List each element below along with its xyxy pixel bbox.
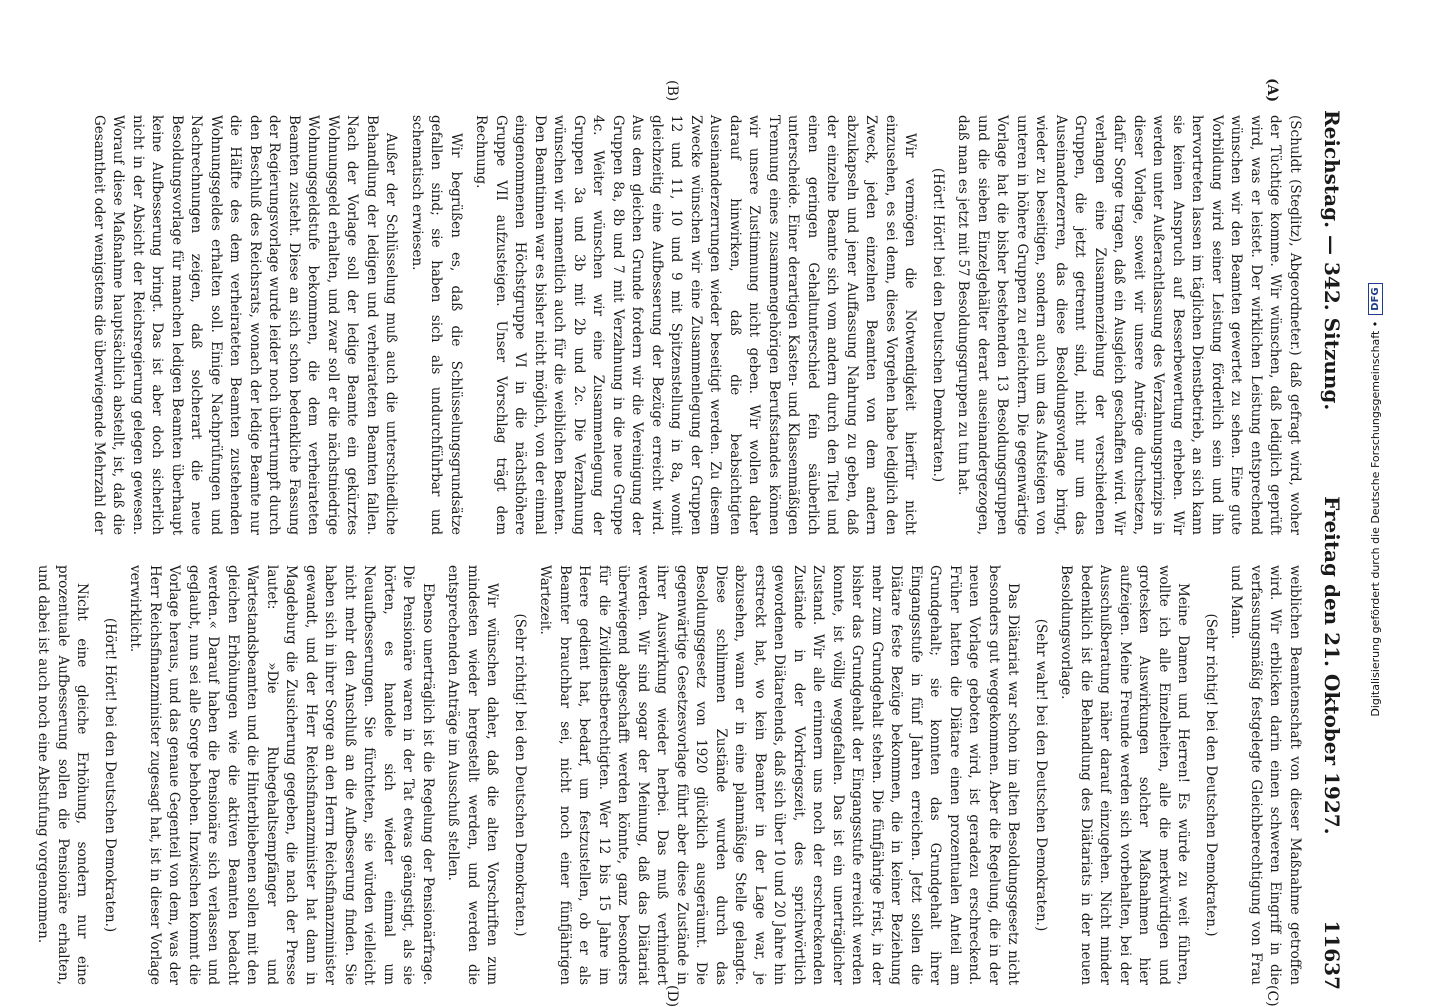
interjection: (Sehr richtig! bei den Deutschen Demokraten.) bbox=[1203, 613, 1219, 937]
paragraph: Wir vermögen die Notwendigkeit hierfür nicht einzusehen, es sei denn, dieses Vorgehen habe lediglich den Zweck, jeden einzelnen Beamten von dem andern abzukapseln und jener Auffassung Nahrung zu geben, daß der einzelne Beamte sich vom andern durch den Titel und einen geringen Gehaltunterschied fein säuberlich unterscheide. Einer derartigen Kasten- und Klassenmäßigen Trennung eines zusammengehörigen Berufsstandes können wir unsere Zustimmung nicht geben. Wir wollen daher darauf hinwirken, daß die beabsichtigten Auseinanderzerrungen wieder beseitigt werden. Zu diesem Zwecke wünschen wir eine Zusammenlegung der Gruppen 12 und 11, 10 und 9 mit Spitzenstellung in 8a, womit gleichzeitig eine Aufbesserung der Bezüge erreicht wird. Aus dem gleichen Grunde fordern wir die Vereinigung der Gruppen 8a, 8b und 7 mit Verzahnung in die neue Gruppe 4c. Weiter wünschen wir eine Zusammenlegung der Gruppen 3a und 3b mit 2b und 2c. Die Verzahnung wünschen wir namentlich auch für die weiblichen Beamten. Den Beamtinnen war es bisher nicht möglich, von der einmal eingenommenen Höchstgruppe VI in die nächsthöhere Gruppe VII aufzusteigen. Unser Vorschlag trägt dem Rechnung. bbox=[473, 115, 919, 535]
paragraph: Außer der Schlüsselung muß auch die unterschiedliche Behandlung der ledigen und verheirateten Beamten fallen. Nach der Vorlage soll der ledige Beamte ein gekürztes Wohnungsgeld erhalten, und zwar soll er die nächstniedrige Wohnungsgeldstufe bekommen, die dem verheirateten Beamten zusteht. Diese an sich schon bedenkliche Fassung der Regierungsvorlage wurde leider noch übertrumpft durch den Beschluß des Reichsrats, wonach der ledige Beamte nur die Hälfte des dem verheirateten Beamten zustehenden Wohnungsgeldes erhalten soll. Einige Nachprüfungen und Nachrechnungen zeigen, daß solcherart die neue Besoldungsvorlage für manchen ledigen Beamten überhaupt keine Aufbesserung bringt. Das ist aber doch sicherlich nicht in der Absicht der Reichsregierung gelegen gewesen. Worauf diese Maßnahme hauptsächlich abstellt, ist, daß die Gesamtheit oder wenigstens die überwiegende Mehrzahl der bbox=[91, 115, 400, 535]
paragraph: Wir begrüßen es, daß die Schlüsselungsgrundsätze gefallen sind; sie haben sich als undurchführbar und schematisch erwiesen. bbox=[409, 115, 464, 535]
paragraph: Wir wünschen daher, daß die alten Vorschriften zum mindesten wieder hergestellt werden, und werden die entsprechenden Anträge im Ausschuß stellen. bbox=[445, 565, 501, 985]
dfg-logo: DFG bbox=[1368, 283, 1383, 314]
paragraph: Das Diätariat war schon im alten Besoldungsgesetz nicht besonders gut weggekommen. Aber die Regelung, die in der neuen Vorlage geboten wird, ist geradezu erschreckend. Früher hatten die Diätare einen prozentualen Anteil am Grundgehalt; sie konnten das Grundgehalt ihrer Eingangsstufe in fünf Jahren erreichen. Jetzt sollen die Diätare feste Bezüge bekommen, die in keiner Beziehung mehr zum Grundgehalt stehen. Die fünfjährige Frist, in der bisher das Grundgehalt der Eingangsstufe erreicht werden konnte, ist völlig weggefallen. Das ist ein unerträglicher Zustand. Wir alle erinnern uns noch der erschreckenden Zustände in der Vorkriegszeit, des sprichwörtlich gewordenen Diätarelends, daß sich über 10 und 20 Jahre hin erstreckt hat, wo kein Beamter in der Lage war, je abzusehen, wann er in eine planmäßige Stelle gelangte. Diese schlimmen Zustände wurden durch das Besoldungsgesetz von 1920 glücklich ausgeräumt. Die gegenwärtige Gesetzesvorlage führt aber diese Zustände in ihrer Auswirkung wieder herbei. Das muß verhindert werden. Wir sind sogar der Meinung, daß das Diätariat überwiegend abgeschafft werden könnte, ganz besonders für die Zivildienstberechtigten. Wer 12 bis 15 Jahre im Heere gedient hat, bedarf, um festzustellen, ob er als Beamter brauchbar sei, nicht noch einer fünfjährigen Wartezeit. bbox=[537, 565, 1022, 985]
paragraph: Meine Damen und Herren! Es würde zu weit führen, wollte ich alle Einzelheiten, alle die merkwürdigen und grotesken Auswirkungen solcher Maßnahmen hier aufzeigen. Meine Freunde werden sich vorbehalten, bei der Ausschußberatung näher darauf einzugehen. Nicht minder bedenklich ist die Behandlung des Diätariats in der neuen Besoldungsvorlage. bbox=[1058, 565, 1192, 985]
header-session: Reichstag. — 342. Sitzung. bbox=[1320, 110, 1344, 411]
margin-mark-b: (B) bbox=[664, 80, 680, 102]
interjection: (Sehr richtig! bei den Deutschen Demokraten.) bbox=[512, 613, 528, 937]
margin-mark-c: (C) bbox=[1264, 985, 1280, 1007]
interjection: (Hört! Hört! bei den Deutschen Demokraten.) bbox=[102, 617, 118, 933]
text-column-right bbox=[27, 565, 1304, 985]
interjection: (Hört! Hört! bei den Deutschen Demokraten.) bbox=[930, 167, 946, 483]
paragraph: weiblichen Beamtenschaft von dieser Maßnahme getroffen wird. Wir erblicken darin einen schweren Eingriff in die verfassungsmäßig festgelegte Gleichberechtigung von Frau und Mann. bbox=[1228, 565, 1303, 985]
rotated-document-page bbox=[35, 0, 1370, 1007]
page-header bbox=[1314, 110, 1350, 990]
page-number: 11637 bbox=[1320, 920, 1344, 990]
digitization-credit bbox=[1360, 0, 1390, 1000]
paragraph: Ebenso unerträglich ist die Regelung der Pensionärfrage. Die Pensionäre waren in der Tat etwas geängstigt, als sie hörten, es handele sich wieder einmal um Neuaufbesserungen. Sie fürchteten, sie würden vielleicht nicht mehr den Anschluß an die Aufbesserung finden. Sie haben sich in ihrer Sorge an den Herrn Reichsfinanzminister gewandt, und der Herr Reichsfinanzminister hat dann in Magdeburg die Zusicherung gegeben, die nach der Presse lautet: »Die Ruhegehaltsempfänger und Wartestandsbeamten und die Hinterbliebenen sollen mit den gleichen Erhöhungen wie die aktiven Beamten bedacht werden.« Darauf haben die Pensionäre sich verlassen und geglaubt, nun sei alle Sorge behoben. Inzwischen kommt die Vorlage heraus, und das genaue Gegenteil von dem, was der Herr Reichsfinanzminister zugesagt hat, ist in dieser Vorlage verwirklicht. bbox=[127, 565, 436, 985]
paragraph: Nicht eine gleiche Erhöhung, sondern nur eine prozentuale Aufbesserung sollen die Pensionäre erhalten, und dabei ist auch noch eine Abstufung vorgenommen. bbox=[35, 565, 91, 985]
credit-text: Digitalisierung gefördert durch die Deutsche Forschungsgemeinschaft • bbox=[1368, 320, 1382, 717]
paragraph: (Schuldt (Steglitz), Abgeordneter.) daß gefragt wird, woher der Tüchtige komme. Wir wünschen, daß lediglich geprüft wird, was er leistet. Der wirklichen Leistung entsprechend wünschen wir den Beamten gewertet zu sehen. Eine gute Vorbildung wird seiner Leistung förderlich sein und ihn hervortreten lassen im täglichen Dienstbetrieb, an sich kann sie keinen Anspruch auf Besserbewertung erheben. Wir werden unter Außerachtlassung des Verzahnungsprinzips in dieser Vorlage, soweit wir unsere Anträge durchsetzen, dafür Sorge tragen, daß ein Ausgleich geschaffen wird. Wir verlangen eine Zusammenziehung der verschiedenen Gruppen, die jetzt getrennt sind, nicht nur um das Auseinanderzerren, das diese Besoldungsvorlage bringt, wieder zu beseitigen, sondern auch um das Aufsteigen von unteren in höhere Gruppen zu erleichtern. Die gegenwärtige Vorlage hat die bisher bestehenden 13 Besoldungsgruppen und die sieben Einzelgehälter derart auseinandergezogen, daß man es jetzt mit 57 Besoldungsgruppen zu tun hat. bbox=[955, 115, 1303, 535]
margin-mark-d: (D) bbox=[664, 985, 680, 1007]
text-column-left bbox=[83, 115, 1305, 535]
interjection: (Sehr wahr! bei den Deutschen Demokraten.) bbox=[1033, 618, 1049, 932]
header-date: Freitag den 21. Oktober 1927. bbox=[1320, 496, 1344, 835]
margin-mark-a: (A) bbox=[1264, 78, 1280, 103]
